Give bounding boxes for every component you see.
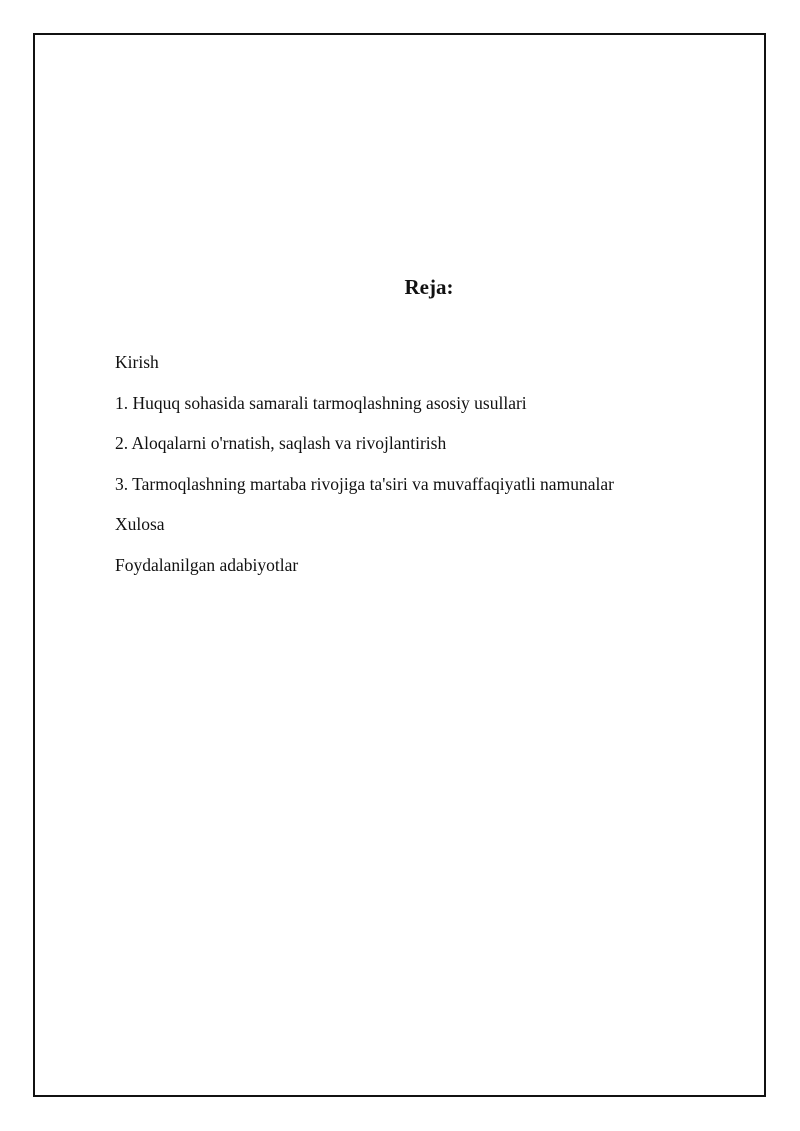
page-title: Reja:	[404, 275, 454, 299]
plan-item-conclusion: Xulosa	[115, 514, 165, 535]
plan-item-intro: Kirish	[115, 352, 159, 372]
plan-list	[115, 350, 614, 594]
plan-item-3: 3. Tarmoqlashning martaba rivojiga ta'siri va muvaffaqiyatli namunalar	[115, 473, 614, 494]
plan-item-2: 2. Aloqalarni o'rnatish, saqlash va rivojlantirish	[115, 433, 447, 454]
plan-item-references: Foydalanilgan adabiyotlar	[115, 554, 299, 575]
plan-item-1: 1. Huquq sohasida samarali tarmoqlashning asosiy usullari	[115, 392, 527, 413]
